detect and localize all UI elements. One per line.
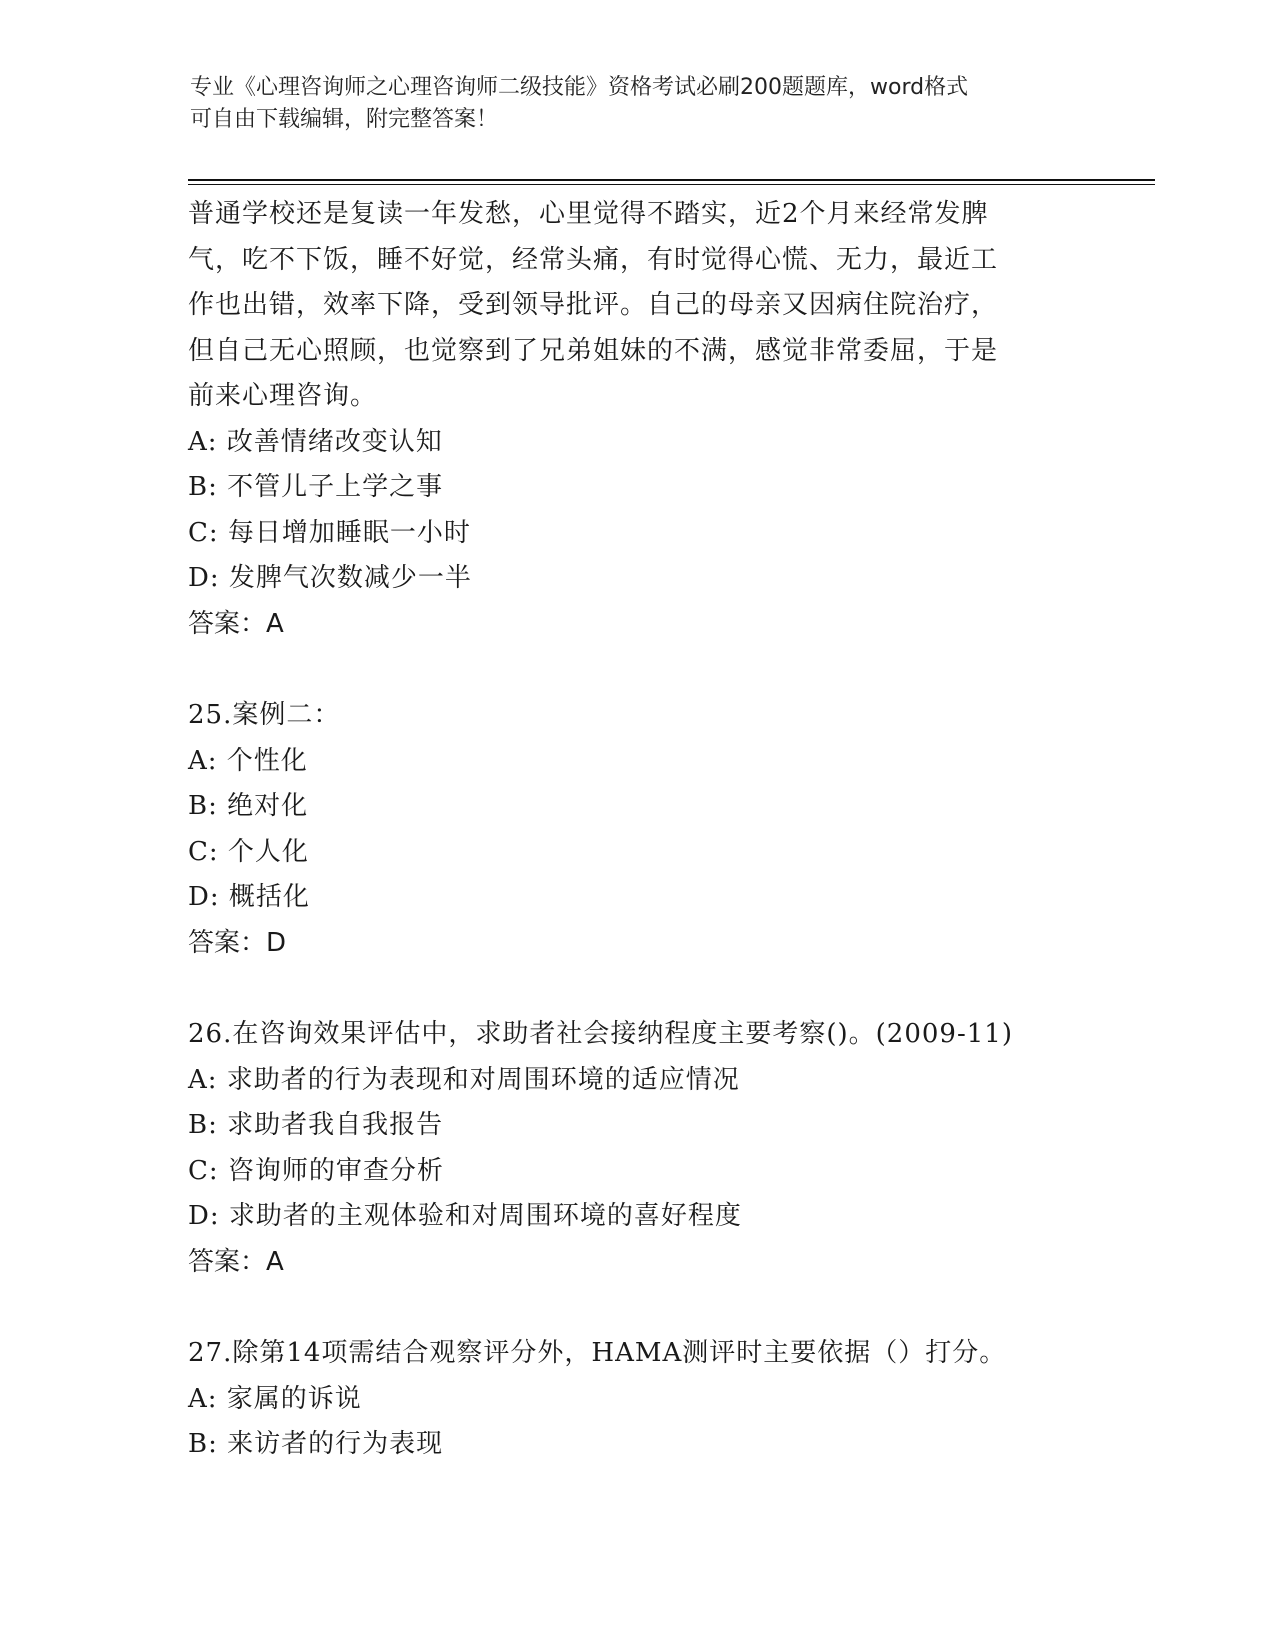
header-line-1: 专业《心理咨询师之心理咨询师二级技能》资格考试必刷200题题库，word格式 <box>190 75 969 100</box>
spacer <box>188 966 1068 1012</box>
option-b: B: 来访者的行为表现 <box>188 1429 444 1459</box>
document-header <box>190 72 1070 136</box>
header-divider-thin <box>188 184 1155 185</box>
spacer <box>188 1285 1068 1331</box>
header-divider-thick <box>188 179 1155 181</box>
question-stem-line: 普通学校还是复读一年发愁，心里觉得不踏实，近2个月来经常发脾 <box>188 199 989 229</box>
question-25 <box>188 693 1068 966</box>
option-a: A: 求助者的行为表现和对周围环境的适应情况 <box>188 1064 740 1095</box>
question-27 <box>188 1331 1068 1468</box>
spacer <box>188 647 1068 693</box>
option-c: C: 个人化 <box>188 836 309 867</box>
question-content <box>188 192 1068 1468</box>
question-stem: 26.在咨询效果评估中，求助者社会接纳程度主要考察()。(2009-11) <box>188 1019 1013 1049</box>
question-stem: 25.案例二： <box>188 700 341 730</box>
question-stem-line: 气，吃不下饭，睡不好觉，经常头痛，有时觉得心慌、无力，最近工 <box>188 244 999 275</box>
option-d: D: 发脾气次数减少一半 <box>188 563 472 593</box>
option-a: A: 家属的诉说 <box>188 1383 362 1414</box>
question-stem-line: 但自己无心照顾，也觉察到了兄弟姐妹的不满，感觉非常委屈，于是 <box>188 335 999 366</box>
option-b: B: 绝对化 <box>188 791 309 821</box>
option-a: A: 个性化 <box>188 745 308 776</box>
option-b: B: 求助者我自我报告 <box>188 1110 444 1140</box>
question-stem-line: 作也出错，效率下降，受到领导批评。自己的母亲又因病住院治疗， <box>188 290 999 320</box>
question-26 <box>188 1012 1068 1285</box>
header-line-2: 可自由下载编辑，附完整答案！ <box>190 107 499 132</box>
answer-line: 答案：A <box>188 608 284 639</box>
option-d: D: 概括化 <box>188 882 310 912</box>
option-a: A: 改善情绪改变认知 <box>188 426 443 457</box>
option-c: C: 咨询师的审查分析 <box>188 1155 444 1186</box>
answer-line: 答案：A <box>188 1246 284 1277</box>
question-stem-line: 前来心理咨询。 <box>188 381 378 411</box>
option-c: C: 每日增加睡眠一小时 <box>188 517 471 548</box>
question-24 <box>188 192 1068 647</box>
answer-line: 答案：D <box>188 927 287 958</box>
question-stem: 27.除第14项需结合观察评分外，HAMA测评时主要依据（）打分。 <box>188 1338 1007 1368</box>
option-d: D: 求助者的主观体验和对周围环境的喜好程度 <box>188 1201 742 1231</box>
option-b: B: 不管儿子上学之事 <box>188 472 444 502</box>
